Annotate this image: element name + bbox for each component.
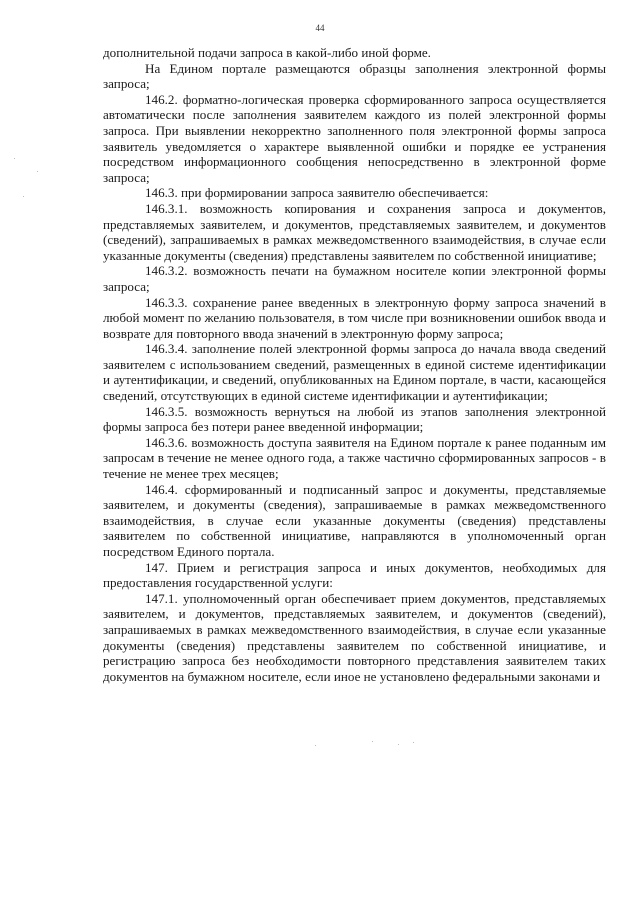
scan-speck: [413, 742, 414, 743]
scan-speck: [315, 745, 316, 746]
paragraph: 146.3.2. возможность печати на бумажном носителе копии электронной формы запроса;: [103, 263, 606, 294]
scan-speck: [23, 196, 24, 197]
paragraph: 146.3.5. возможность вернуться на любой из этапов заполнения электронной формы запроса без потери ранее введенной информации;: [103, 403, 606, 435]
paragraph: 146.3.3. сохранение ранее введенных в электронную форму запроса значений в любой момент по желанию пользователя, в том числе при возникновении ошибок ввода и возврате для повторного ввода значений в электронную форму запроса;: [103, 294, 606, 341]
paragraph: 147. Прием и регистрация запроса и иных документов, необходимых для предоставления государственной услуги:: [103, 559, 606, 591]
scan-speck: [398, 744, 399, 745]
paragraph: На Едином портале размещаются образцы заполнения электронной формы запроса;: [103, 60, 606, 92]
paragraph: 146.3.6. возможность доступа заявителя на Едином портале к ранее поданным им запросам в течение не менее одного года, а также частично сформированных запросов - в течение не менее трех месяцев;: [103, 434, 606, 482]
paragraph: 146.3.4. заполнение полей электронной формы запроса до начала ввода сведений заявителем с использованием сведений, размещенных в единой системе идентификации и аутентификации, и сведений, опубликованных на Едином портале, в части, касающейся сведений, отсутствующих в единой системе идентификации и аутентификации;: [103, 341, 606, 404]
scan-speck: [37, 171, 38, 172]
document-body: [103, 45, 606, 684]
scan-speck: [372, 741, 373, 742]
scan-speck: [14, 158, 15, 159]
paragraph: 146.2. форматно-логическая проверка сформированного запроса осуществляется автоматически после заполнения заявителем каждого из полей электронной формы запроса. При выявлении некорректно заполненного поля электронной формы запроса заявитель уведомляется о характере выявленной ошибки и порядке ее устранения посредством информационного сообщения непосредственно в электронной форме запроса;: [103, 91, 606, 185]
paragraph: 146.3. при формировании запроса заявителю обеспечивается:: [145, 185, 489, 201]
paragraph: 146.3.1. возможность копирования и сохранения запроса и документов, представляемых заявителем, и документов, представляемых заявителем, и документов (сведений), запрашиваемых в рамках межведомственного взаимодействия, в случае если указанные документы (сведения) представлены заявителем по собственной инициативе;: [103, 200, 606, 263]
paragraph: 147.1. уполномоченный орган обеспечивает прием документов, представляемых заявителем, и документов, представляемых заявителем, и документов (сведений), запрашиваемых в рамках межведомственного взаимодействия, в случае если указанные документы (сведения) представлены заявителем по собственной инициативе, и регистрацию запроса без необходимости повторного представления заявителем таких документов на бумажном носителе, если иное не установлено федеральными законами и: [103, 590, 606, 684]
paragraph: дополнительной подачи запроса в какой-либо иной форме.: [103, 45, 431, 60]
paragraph: 146.4. сформированный и подписанный запрос и документы, представляемые заявителем, и документы (сведения), запрашиваемые в рамках межведомственного взаимодействия, в случае если указанные документы (сведения) представлены заявителем по собственной инициативе, направляются в уполномоченный орган посредством Единого портала.: [103, 481, 606, 559]
page-number: 44: [315, 23, 325, 33]
